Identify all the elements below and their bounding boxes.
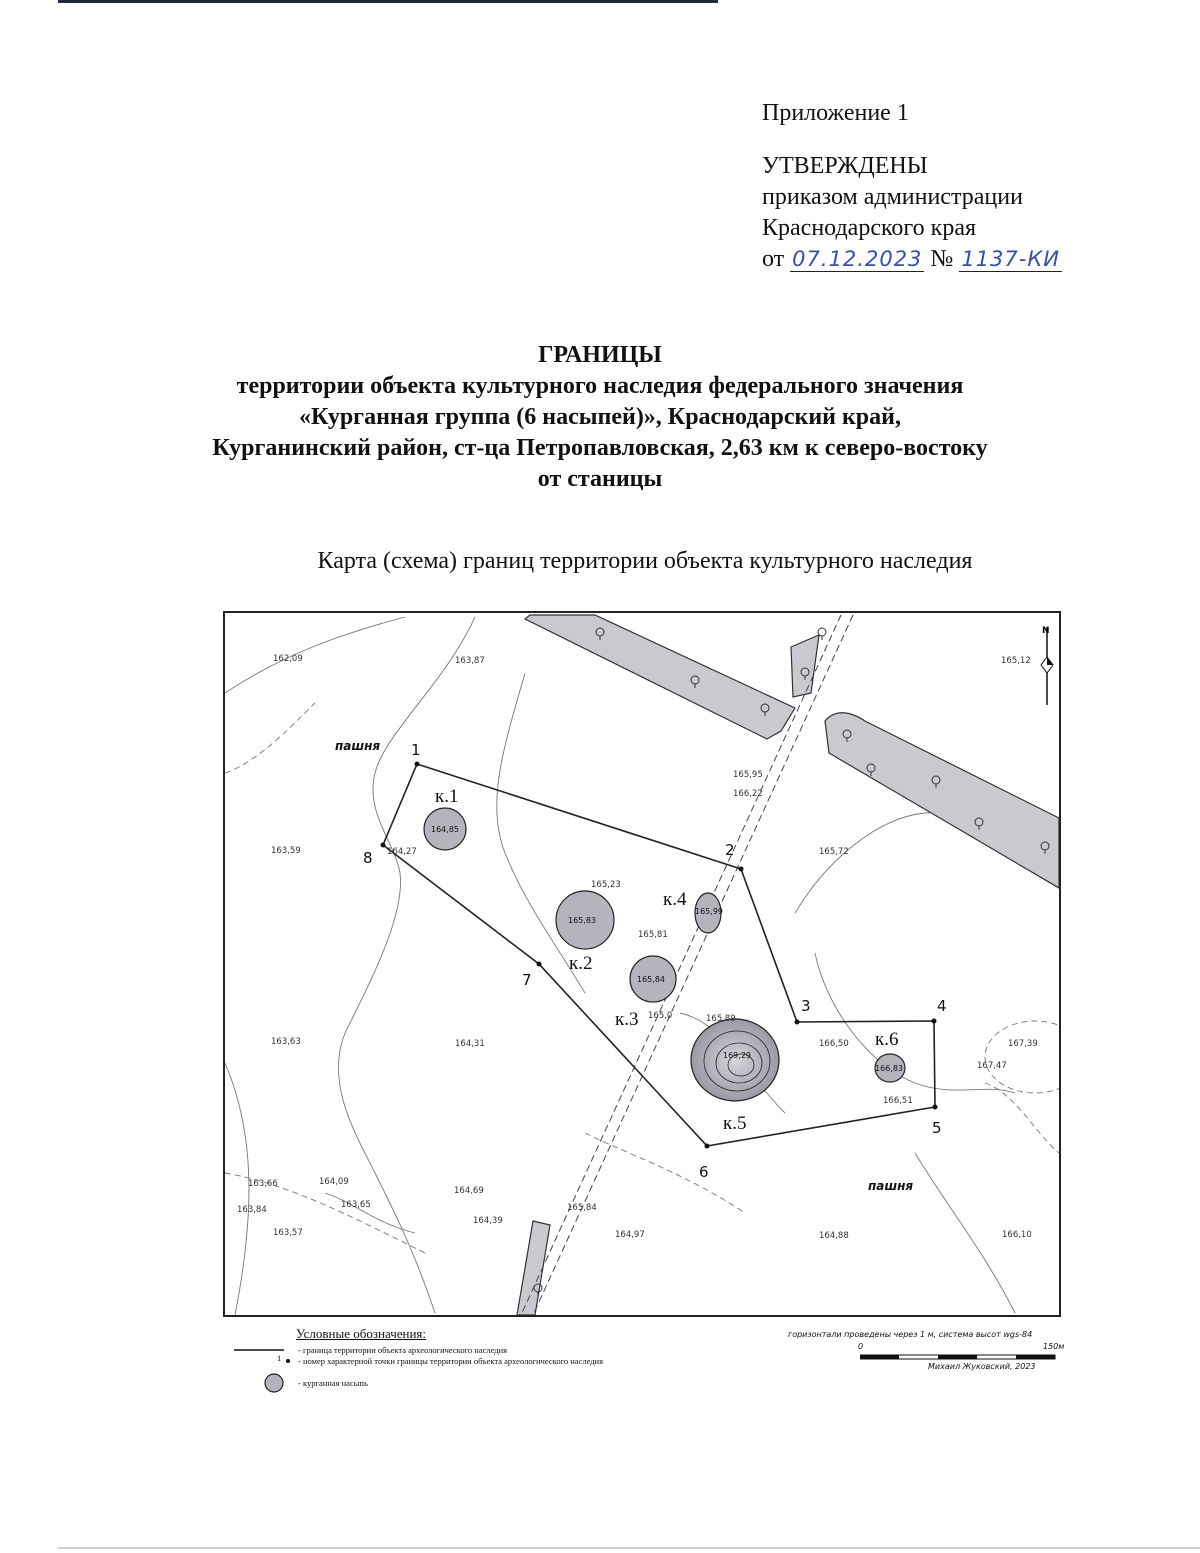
elevation-mark: 165,12 (1001, 656, 1031, 666)
map-svg (225, 613, 1059, 1315)
elevation-mark: 166,10 (1002, 1230, 1032, 1240)
north-arrow-icon (1041, 626, 1053, 705)
elevation-mark: 164,88 (819, 1231, 849, 1241)
handwritten-number: 1137-КИ (961, 247, 1060, 271)
mound-elev-k2: 165,83 (568, 916, 596, 925)
heading-line-3: Курганинский район, ст-ца Петропавловская, 2,63 км к северо-востоку (212, 435, 988, 461)
north-label: N (1042, 626, 1050, 636)
elevation-mark: 164,09 (319, 1177, 349, 1187)
elevation-mark: 163,87 (455, 656, 485, 666)
point-marker-1 (415, 762, 420, 767)
elevation-mark: 165,81 (638, 930, 668, 940)
elevation-mark: 167,39 (1008, 1039, 1038, 1049)
boundary-map (223, 611, 1061, 1317)
legend-point-dot (286, 1359, 290, 1363)
field-label-2: пашня (868, 1179, 914, 1193)
point-marker-3 (795, 1020, 800, 1025)
point-number-2: 2 (725, 841, 735, 859)
approval-date-line (762, 244, 1062, 275)
elevation-mark: 167,47 (977, 1061, 1007, 1071)
elevation-mark: 164,27 (387, 847, 417, 857)
legend-contour-note: горизонтали проведены через 1 м, система высот wgs-84 (788, 1330, 1033, 1339)
elevation-mark: 165,0 (648, 1011, 673, 1021)
point-number-6: 6 (699, 1163, 709, 1181)
scale-end-label: 150м (1043, 1342, 1065, 1351)
elevation-mark: 166,51 (883, 1096, 913, 1106)
legend-point-symbol: 1 (277, 1353, 282, 1363)
mound-elev-k1: 164,85 (431, 825, 459, 834)
approval-block (762, 98, 1062, 275)
legend-mound-text: - курганная насыпь (298, 1378, 368, 1388)
point-marker-4 (932, 1019, 937, 1024)
point-number-3: 3 (801, 997, 811, 1015)
point-number-5: 5 (932, 1119, 942, 1137)
legend-boundary-text: - граница территории объекта археологического наследия (298, 1345, 508, 1355)
elevation-mark: 165,95 (733, 770, 763, 780)
elevation-mark: 166,22 (733, 789, 763, 799)
mound-k5 (691, 1019, 779, 1101)
mound-label-k2: к.2 (569, 953, 593, 974)
elevation-mark: 163,57 (273, 1228, 303, 1238)
map-legend (228, 1326, 1068, 1396)
forest-belts (517, 615, 1059, 1315)
document-heading (0, 340, 1200, 495)
elevation-mark: 165,89 (706, 1014, 736, 1024)
mound-label-k3: к.3 (615, 1009, 639, 1030)
mound-elev-k5: 169,29 (723, 1051, 751, 1060)
approval-line-2: Краснодарского края (762, 215, 977, 241)
elevation-mark: 163,59 (271, 846, 301, 856)
point-marker-5 (933, 1105, 938, 1110)
tree-icons (534, 628, 1049, 1296)
scan-edge-bottom (58, 1547, 1200, 1549)
map-author: Михаил Жуковский, 2023 (928, 1362, 1036, 1371)
scale-bar (860, 1353, 1060, 1361)
point-marker-2 (739, 867, 744, 872)
map-subtitle: Карта (схема) границ территории объекта культурного наследия (317, 548, 973, 574)
heading-line-1: территории объекта культурного наследия федерального значения (236, 373, 964, 399)
legend-point-text: - номер характерной точки границы территории объекта археологического наследия (298, 1356, 604, 1366)
elevation-mark: 164,39 (473, 1216, 503, 1226)
approved-label: УТВЕРЖДЕНЫ (762, 153, 928, 179)
mound-elev-k6: 166,83 (875, 1064, 903, 1073)
mound-elev-k4: 165,99 (695, 907, 723, 916)
point-marker-7 (537, 962, 542, 967)
elevation-mark: 165,23 (591, 880, 621, 890)
mound-label-k1: к.1 (435, 786, 459, 807)
field-label-1: пашня (335, 739, 381, 753)
elevation-mark: 166,50 (819, 1039, 849, 1049)
elevation-mark: 165,84 (567, 1203, 597, 1213)
heading-line-2: «Курганная группа (6 насыпей)», Краснодарский край, (299, 404, 901, 430)
mound-label-k4: к.4 (663, 889, 687, 910)
elevation-mark: 163,84 (237, 1205, 267, 1215)
legend-symbols (228, 1340, 298, 1396)
elevation-mark: 164,69 (454, 1186, 484, 1196)
mound-elev-k3: 165,84 (637, 975, 665, 984)
territory-boundary (383, 764, 935, 1146)
mound-label-k5: к.5 (723, 1113, 747, 1134)
heading-line-4: от станицы (537, 466, 663, 492)
elevation-mark: 165,72 (819, 847, 849, 857)
legend-mound-circle (265, 1374, 283, 1392)
point-marker-6 (705, 1144, 710, 1149)
mound-label-k6: к.6 (875, 1029, 899, 1050)
from-prefix: от (762, 246, 785, 272)
elevation-mark: 163,65 (341, 1200, 371, 1210)
point-marker-8 (381, 843, 386, 848)
elevation-mark: 163,66 (248, 1179, 278, 1189)
legend-title: Условные обозначения: (296, 1326, 427, 1341)
approval-line-1: приказом администрации (762, 184, 1023, 210)
elevation-mark: 164,31 (455, 1039, 485, 1049)
heading-title: ГРАНИЦЫ (538, 342, 662, 368)
point-number-8: 8 (363, 849, 373, 867)
point-number-7: 7 (522, 971, 532, 989)
point-number-4: 4 (937, 997, 947, 1015)
elevation-mark: 164,97 (615, 1230, 645, 1240)
appendix-label: Приложение 1 (762, 100, 909, 126)
elevation-mark: 162,09 (273, 654, 303, 664)
number-prefix: № (930, 246, 954, 272)
scan-edge-top (58, 0, 718, 3)
scale-start-label: 0 (858, 1342, 864, 1351)
point-number-1: 1 (411, 741, 421, 759)
handwritten-date: 07.12.2023 (792, 247, 923, 271)
elevation-mark: 163,63 (271, 1037, 301, 1047)
